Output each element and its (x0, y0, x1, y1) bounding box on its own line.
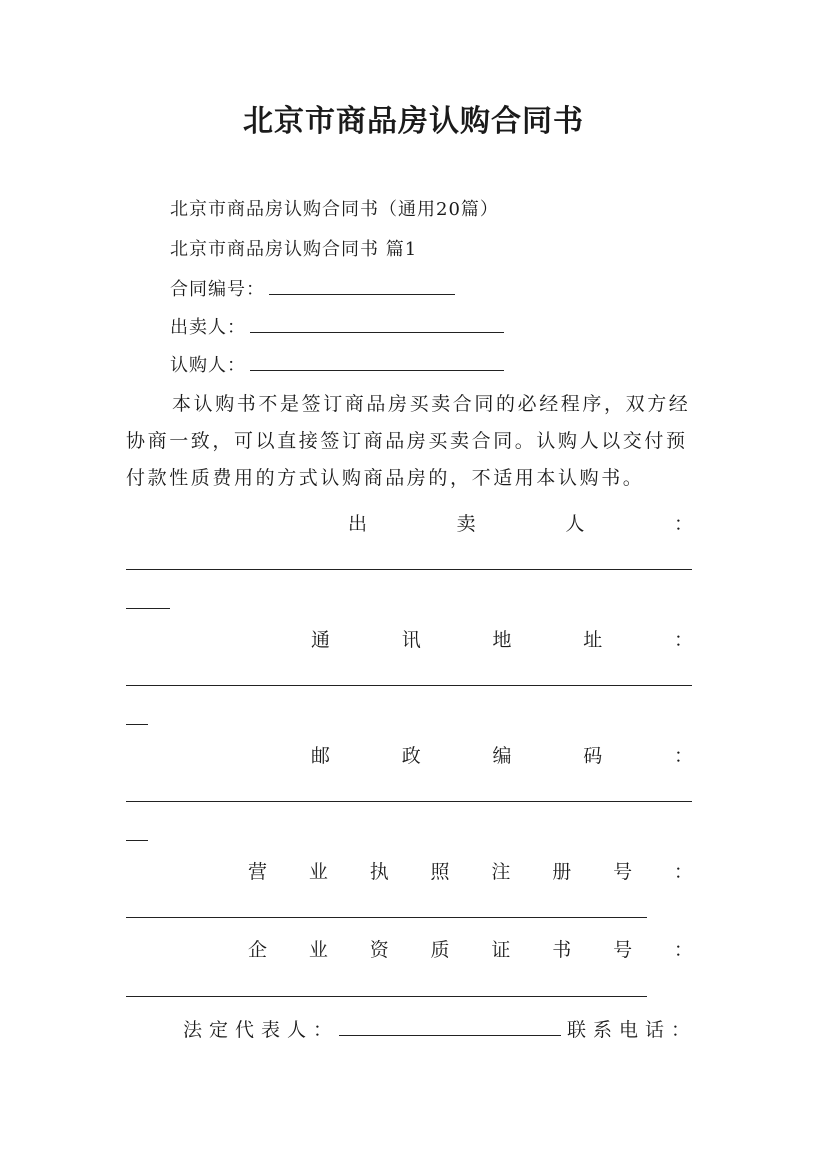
seller-name-char: 卖 (456, 513, 476, 535)
address-char: 通 (311, 629, 331, 651)
qualification-char: 资 (369, 939, 389, 961)
business-license-char: 号 (613, 861, 633, 883)
contract-number-field (170, 278, 455, 302)
seller-name-blank-line-1[interactable] (126, 569, 692, 570)
postcode-char: 政 (401, 745, 421, 767)
qualification-char: 书 (552, 939, 572, 961)
qualification-blank-line[interactable] (126, 996, 647, 997)
phone-label: 联系电话： (567, 1019, 698, 1041)
seller-name-char: 人 (565, 513, 585, 535)
intro-paragraph (126, 386, 702, 497)
seller-field (170, 316, 504, 340)
qualification-char: 业 (308, 939, 328, 961)
address-blank-line-2[interactable] (126, 724, 148, 725)
seller-blank[interactable] (250, 316, 504, 333)
business-license-char: 注 (491, 861, 511, 883)
address-char: 讯 (401, 629, 421, 651)
legal-rep-label: 法定代表人： (183, 1019, 340, 1041)
page-title: 北京市商品房认购合同书 (243, 104, 584, 139)
business-license-blank-line[interactable] (126, 917, 647, 918)
postcode-blank-line-1[interactable] (126, 801, 692, 802)
address-char: 址 (583, 629, 603, 651)
address-row (311, 626, 693, 654)
business-license-char: 营 (248, 861, 268, 883)
buyer-field (170, 354, 504, 378)
qualification-char: 号 (613, 939, 633, 961)
buyer-blank[interactable] (250, 354, 504, 371)
seller-name-blank-line-2[interactable] (126, 608, 170, 609)
postcode-char: 邮 (311, 745, 331, 767)
contract-number-label: 合同编号： (170, 279, 265, 300)
seller-name-row (348, 510, 693, 538)
address-char: 地 (492, 629, 512, 651)
postcode-char: ： (673, 745, 693, 767)
seller-name-char: 出 (348, 513, 368, 535)
postcode-row (311, 742, 693, 770)
business-license-char: 照 (430, 861, 450, 883)
legal-rep-row (183, 1015, 698, 1044)
seller-name-char: ： (673, 513, 693, 535)
legal-rep-blank[interactable] (339, 1015, 561, 1036)
business-license-char: 执 (369, 861, 389, 883)
postcode-char: 编 (492, 745, 512, 767)
buyer-label: 认购人： (170, 355, 246, 376)
postcode-char: 码 (583, 745, 603, 767)
qualification-char: ： (673, 939, 693, 961)
qualification-row (248, 936, 693, 964)
address-blank-line-1[interactable] (126, 685, 692, 686)
qualification-char: 企 (248, 939, 268, 961)
address-char: ： (673, 629, 693, 651)
business-license-char: 业 (308, 861, 328, 883)
seller-label: 出卖人： (170, 317, 246, 338)
contract-number-blank[interactable] (269, 278, 455, 295)
qualification-char: 质 (430, 939, 450, 961)
intro-paragraph-text: 本认购书不是签订商品房买卖合同的必经程序，双方经协商一致，可以直接签订商品房买卖合同。认购人以交付预付款性质费用的方式认购商品房的，不适用本认购书。 (126, 393, 691, 489)
business-license-char: ： (673, 861, 693, 883)
document-subtitle: 北京市商品房认购合同书（通用20篇） (170, 199, 499, 220)
section-heading: 北京市商品房认购合同书 篇1 (170, 239, 418, 260)
qualification-char: 证 (491, 939, 511, 961)
business-license-char: 册 (552, 861, 572, 883)
postcode-blank-line-2[interactable] (126, 840, 148, 841)
business-license-row (248, 858, 693, 886)
